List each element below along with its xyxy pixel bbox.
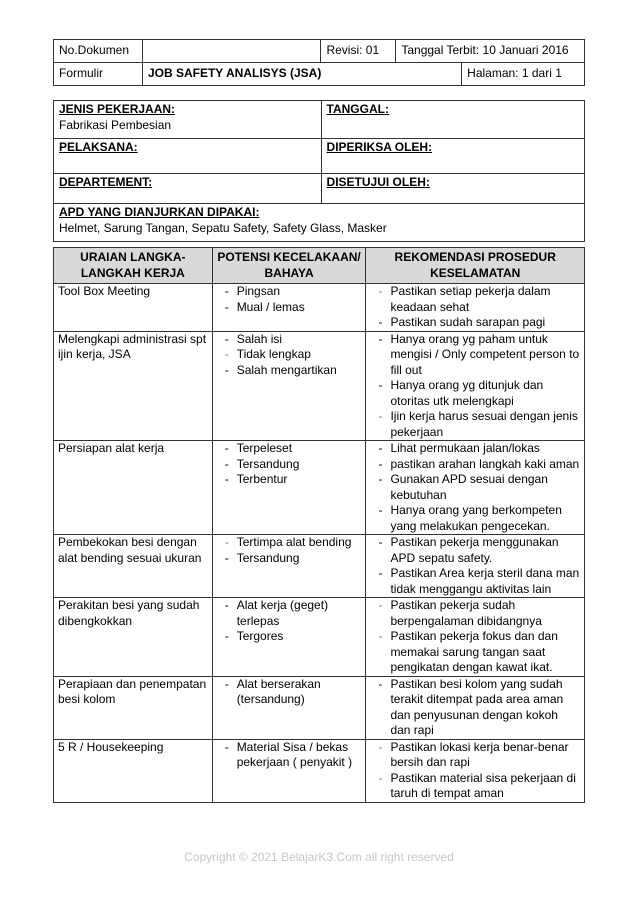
recommendation-item: - Ijin kerja harus sesuai dengan jenis pekerjaan (370, 409, 580, 440)
step-cell (54, 284, 213, 332)
hazard-cell (212, 441, 366, 535)
recommendation-cell (366, 441, 585, 535)
table-row (54, 441, 585, 535)
departemen-cell (54, 174, 322, 204)
hazard-cell (212, 331, 366, 441)
step-cell (54, 331, 213, 441)
hazard-list (217, 740, 362, 771)
hazard-item: - Tergores (217, 629, 362, 645)
tanggal-terbit-label: Tanggal Terbit: 10 Januari 2016 (396, 40, 585, 63)
recommendation-item: - Pastikan lokasi kerja benar-benar bersih dan rapi (370, 740, 580, 771)
column-header-hazards: POTENSI KECELAKAAN/ BAHAYA (212, 248, 366, 284)
hazard-item: - Terbentur (217, 472, 362, 488)
copyright-footer: Copyright © 2021 BelajarK3.Com all right reserved (184, 850, 454, 864)
halaman-label: Halaman: 1 dari 1 (462, 63, 585, 86)
recommendation-list (370, 598, 580, 676)
document-header-table (53, 39, 585, 86)
formulir-label: Formulir (54, 63, 143, 86)
hazard-cell (212, 284, 366, 332)
hazard-item: - Mual / lemas (217, 300, 362, 316)
table-row (54, 676, 585, 739)
hazard-item: - Terpeleset (217, 441, 362, 457)
step-cell (54, 598, 213, 677)
no-dokumen-value (142, 40, 320, 63)
apd-cell (54, 204, 585, 242)
step-text: Pembekokan besi dengan alat bending sesuai ukuran (58, 535, 202, 565)
recommendation-list (370, 332, 580, 441)
hazard-list (217, 284, 362, 315)
hazard-cell (212, 535, 366, 598)
column-header-steps: URAIAN LANGKA-LANGKAH KERJA (54, 248, 213, 284)
disetujui-label: DISETUJUI OLEH: (326, 175, 430, 189)
tanggal-cell (321, 101, 584, 139)
diperiksa-cell (321, 139, 584, 174)
hazard-list (217, 598, 362, 645)
departemen-label: DEPARTEMENT: (59, 175, 153, 189)
hazard-item: - Salah mengartikan (217, 363, 362, 379)
step-cell (54, 441, 213, 535)
column-header-recommendations: REKOMENDASI PROSEDUR KESELAMATAN (366, 248, 585, 284)
recommendation-list (370, 284, 580, 331)
hazard-item: - Tidak lengkap (217, 347, 362, 363)
hazard-item: - Alat kerja (geget) terlepas (217, 598, 362, 629)
recommendation-item: - Pastikan pekerja fokus dan dan memakai sarung tangan saat pengikatan dengan kawat ikat. (370, 629, 580, 676)
hazard-item: - Tersandung (217, 457, 362, 473)
hazard-cell (212, 739, 366, 802)
no-dokumen-label: No.Dokumen (54, 40, 143, 63)
hazard-item: - Alat berserakan (tersandung) (217, 677, 362, 708)
table-row (54, 284, 585, 332)
jenis-pekerjaan-cell (54, 101, 322, 139)
recommendation-item: - Pastikan sudah sarapan pagi (370, 315, 580, 331)
job-info-table (53, 100, 585, 242)
jenis-pekerjaan-label: JENIS PEKERJAAN: (59, 102, 176, 116)
hazard-item: - Pingsan (217, 284, 362, 300)
step-cell (54, 676, 213, 739)
recommendation-item: - pastikan arahan langkah kaki aman (370, 457, 580, 473)
jsa-table (53, 247, 585, 803)
recommendation-item: - Lihat permukaan jalan/lokas (370, 441, 580, 457)
pelaksana-label: PELAKSANA: (59, 140, 138, 154)
apd-value: Helmet, Sarung Tangan, Sepatu Safety, Safety Glass, Masker (59, 220, 387, 235)
table-row (54, 739, 585, 802)
table-row (54, 598, 585, 677)
recommendation-item: - Pastikan Area kerja steril dana man tidak menggangu aktivitas lain (370, 566, 580, 597)
recommendation-item: - Pastikan pekerja menggunakan APD sepatu safety. (370, 535, 580, 566)
revisi-label: Revisi: 01 (321, 40, 396, 63)
hazard-item: - Salah isi (217, 332, 362, 348)
step-text: Perapiaan dan penempatan besi kolom (58, 676, 207, 706)
recommendation-list (370, 677, 580, 739)
table-row (54, 535, 585, 598)
recommendation-item: - Gunakan APD sesuai dengan kebutuhan (370, 472, 580, 503)
recommendation-cell (366, 598, 585, 677)
tanggal-label: TANGGAL: (326, 102, 389, 116)
step-cell (54, 739, 213, 802)
hazard-item: - Material Sisa / bekas pekerjaan ( penyakit ) (217, 740, 362, 771)
step-text: Tool Box Meeting (58, 284, 151, 298)
step-cell (54, 535, 213, 598)
hazard-list (217, 332, 362, 379)
recommendation-item: - Pastikan pekerja sudah berpengalaman dibidangnya (370, 598, 580, 629)
recommendation-item: - Pastikan besi kolom yang sudah terakit ditempat pada area aman dan penyusunan dengan kokoh dan rapi (370, 677, 580, 739)
diperiksa-label: DIPERIKSA OLEH: (326, 140, 433, 154)
jenis-pekerjaan-value: Fabrikasi Pembesian (59, 117, 172, 132)
step-text: Perakitan besi yang sudah dibengkokkan (58, 598, 200, 628)
recommendation-item: - Hanya orang yang berkompeten yang melakukan pengecekan. (370, 503, 580, 534)
recommendation-list (370, 740, 580, 802)
recommendation-item: - Pastikan material sisa pekerjaan di taruh di tempat aman (370, 771, 580, 802)
hazard-item: - Tersandung (217, 551, 362, 567)
step-text: Melengkapi administrasi spt ijin kerja, JSA (58, 331, 207, 361)
pelaksana-cell (54, 139, 322, 174)
recommendation-item: - Hanya orang yg ditunjuk dan otoritas utk melengkapi (370, 378, 580, 409)
table-row (54, 331, 585, 441)
recommendation-list (370, 441, 580, 534)
hazard-item: - Tertimpa alat bending (217, 535, 362, 551)
hazard-cell (212, 598, 366, 677)
recommendation-cell (366, 284, 585, 332)
recommendation-list (370, 535, 580, 597)
recommendation-cell (366, 331, 585, 441)
step-text: Persiapan alat kerja (58, 441, 165, 455)
recommendation-cell (366, 739, 585, 802)
recommendation-cell (366, 535, 585, 598)
apd-label: APD YANG DIANJURKAN DIPAKAI: (59, 205, 260, 219)
recommendation-item: - Pastikan setiap pekerja dalam keadaan sehat (370, 284, 580, 315)
document-title: JOB SAFETY ANALISYS (JSA) (142, 63, 461, 86)
hazard-list (217, 441, 362, 488)
hazard-cell (212, 676, 366, 739)
recommendation-item: - Hanya orang yg paham untuk mengisi / Only competent person to fill out (370, 332, 580, 379)
hazard-list (217, 535, 362, 566)
hazard-list (217, 677, 362, 708)
recommendation-cell (366, 676, 585, 739)
disetujui-cell (321, 174, 584, 204)
step-text: 5 R / Housekeeping (58, 739, 164, 754)
